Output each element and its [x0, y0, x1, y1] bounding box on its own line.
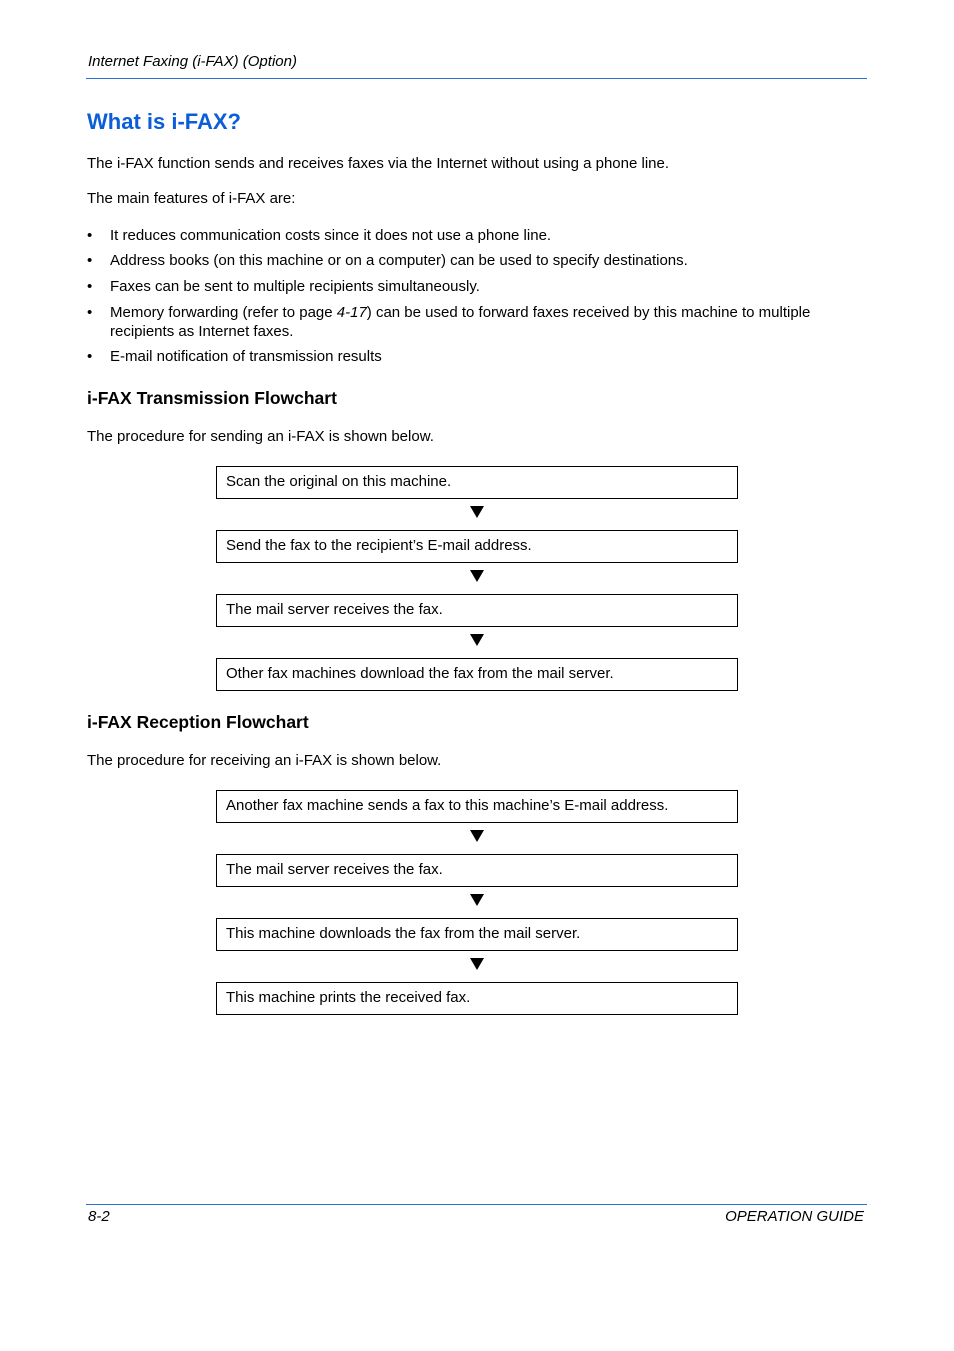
flow-step: This machine downloads the fax from the mail server. — [216, 918, 738, 951]
guide-name: OPERATION GUIDE — [725, 1208, 864, 1225]
page-number: 8-2 — [88, 1208, 110, 1225]
footer-rule — [86, 1204, 867, 1205]
page-title: What is i-FAX? — [87, 109, 241, 134]
flow-step: Another fax machine sends a fax to this machine’s E-mail address. — [216, 790, 738, 823]
bullet-icon: • — [87, 348, 93, 365]
bullet-icon: • — [87, 227, 93, 244]
bullet-icon: • — [87, 304, 93, 321]
flow-step: This machine prints the received fax. — [216, 982, 738, 1015]
flow-step: The mail server receives the fax. — [216, 594, 738, 627]
list-item: • Memory forwarding (refer to page 4-17) can be used to forward faxes received by this machine to multiple recipients as Internet faxes. — [87, 304, 811, 340]
list-item: • E-mail notification of transmission results — [87, 348, 382, 365]
reception-heading: i-FAX Reception Flowchart — [87, 712, 309, 732]
list-item: • Address books (on this machine or on a computer) can be used to specify destinations. — [87, 252, 688, 269]
page-reference-link[interactable]: 4-17 — [336, 304, 367, 321]
down-arrow-icon — [216, 563, 738, 594]
header-rule — [86, 78, 867, 79]
intro-paragraph: The i-FAX function sends and receives faxes via the Internet without using a phone line. — [87, 155, 670, 172]
running-header: Internet Faxing (i-FAX) (Option) — [88, 53, 297, 70]
flow-step: The mail server receives the fax. — [216, 854, 738, 887]
reception-description: The procedure for receiving an i-FAX is shown below. — [87, 752, 442, 769]
reception-flowchart — [216, 790, 738, 1015]
flow-step: Scan the original on this machine. — [216, 466, 738, 499]
down-arrow-icon — [216, 499, 738, 530]
down-arrow-icon — [216, 887, 738, 918]
transmission-description: The procedure for sending an i-FAX is shown below. — [87, 428, 434, 445]
transmission-heading: i-FAX Transmission Flowchart — [87, 388, 337, 408]
feature-list — [87, 226, 867, 366]
flow-step: Other fax machines download the fax from the mail server. — [216, 658, 738, 691]
down-arrow-icon — [216, 823, 738, 854]
list-item: • It reduces communication costs since it does not use a phone line. — [87, 227, 552, 244]
features-intro: The main features of i-FAX are: — [87, 190, 296, 207]
transmission-flowchart — [216, 466, 738, 691]
bullet-icon: • — [87, 252, 93, 269]
bullet-icon: • — [87, 278, 93, 295]
list-item: • Faxes can be sent to multiple recipients simultaneously. — [87, 278, 480, 295]
down-arrow-icon — [216, 627, 738, 658]
down-arrow-icon — [216, 951, 738, 982]
flow-step: Send the fax to the recipient’s E-mail address. — [216, 530, 738, 563]
